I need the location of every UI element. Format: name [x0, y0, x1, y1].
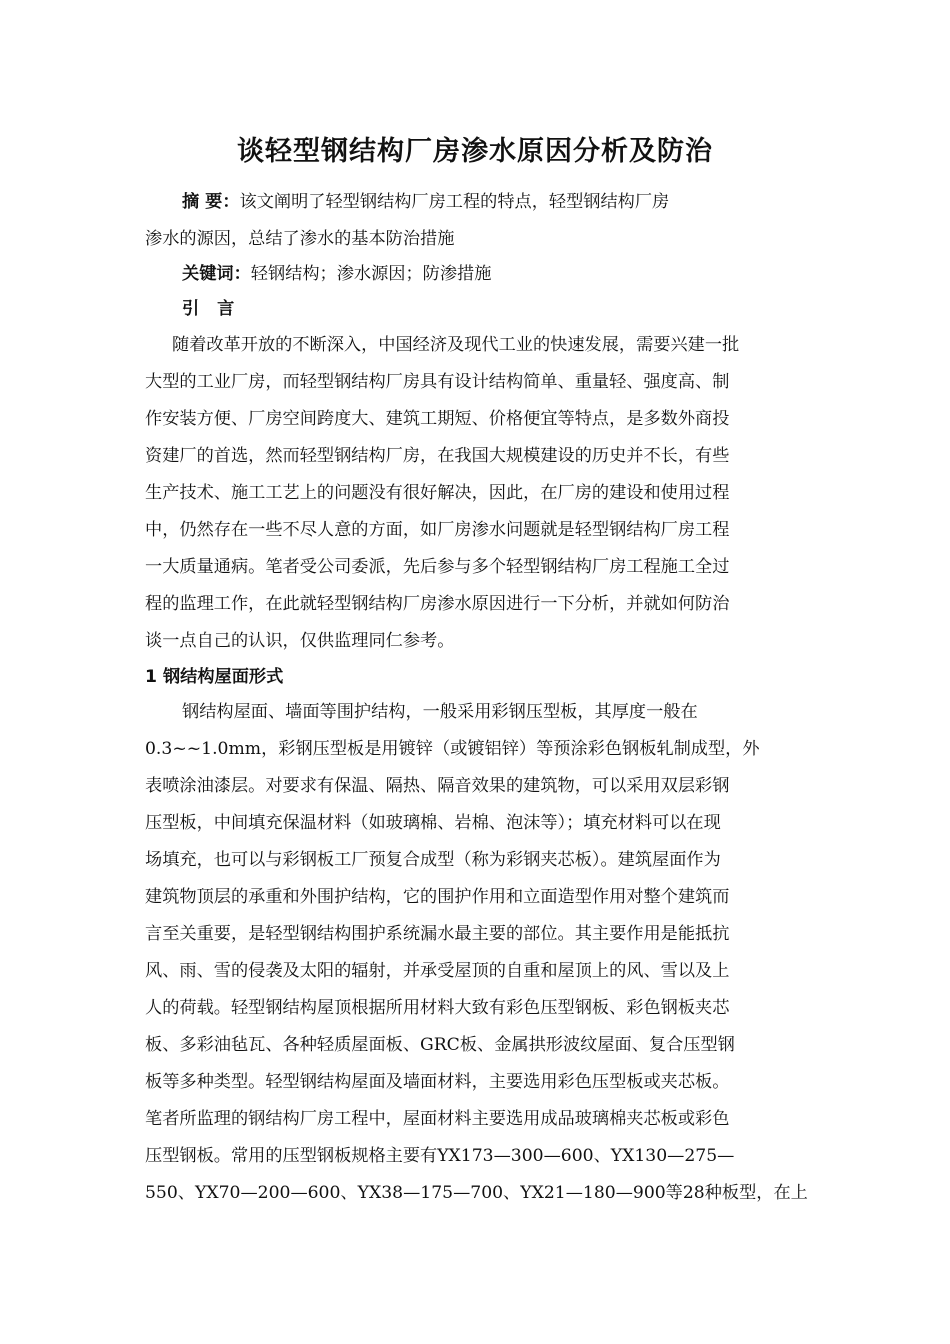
- section1-line-5: 场填充，也可以与彩钢板工厂预复合成型（称为彩钢夹芯板）。建筑屋面作为: [145, 850, 721, 870]
- abstract-line-2: 渗水的源因，总结了渗水的基本防治措施: [145, 229, 455, 249]
- intro-line-3: 作安装方便、厂房空间跨度大、建筑工期短、价格便宜等特点，是多数外商投: [145, 409, 730, 429]
- section1-line-1: 钢结构屋面、墙面等围护结构，一般采用彩钢压型板，其厚度一般在: [182, 702, 698, 722]
- section1-line-10: 板、多彩油毡瓦、各种轻质屋面板、GRC板、金属拱形波纹屋面、复合压型钢: [145, 1035, 735, 1055]
- intro-line-4: 资建厂的首选，然而轻型钢结构厂房，在我国大规模建设的历史并不长，有些: [145, 446, 730, 466]
- section1-line-11: 板等多种类型。轻型钢结构屋面及墙面材料，主要选用彩色压型板或夹芯板。: [145, 1072, 730, 1092]
- section1-line-12: 笔者所监理的钢结构厂房工程中，屋面材料主要选用成品玻璃棉夹芯板或彩色: [145, 1109, 730, 1129]
- section1-line-4: 压型板，中间填充保温材料（如玻璃棉、岩棉、泡沫等）；填充材料可以在现: [145, 813, 721, 833]
- intro-line-5: 生产技术、施工工艺上的问题没有很好解决，因此，在厂房的建设和使用过程: [145, 483, 730, 503]
- keywords-label: 关键词：: [182, 264, 251, 284]
- intro-line-8: 程的监理工作，在此就轻型钢结构厂房渗水原因进行一下分析，并就如何防治: [145, 594, 730, 614]
- intro-line-1: 随着改革开放的不断深入，中国经济及现代工业的快速发展，需要兴建一批: [172, 335, 740, 355]
- section1-line-14: 550、YX70—200—600、YX38—175—700、YX21—180—900等28种板型，在上: [145, 1183, 808, 1203]
- section1-line-9: 人的荷载。轻型钢结构屋顶根据所用材料大致有彩色压型钢板、彩色钢板夹芯: [145, 998, 730, 1018]
- intro-line-9: 谈一点自己的认识，仅供监理同仁参考。: [145, 631, 455, 651]
- keywords-line: [182, 262, 491, 286]
- section1-line-13: 压型钢板。常用的压型钢板规格主要有YX173—300—600、YX130—275—: [145, 1146, 735, 1166]
- intro-heading: 引 言: [182, 299, 241, 319]
- abstract-text-1: 该文阐明了轻型钢结构厂房工程的特点，轻型钢结构厂房: [239, 192, 670, 212]
- document-title: 谈轻型钢结构厂房渗水原因分析及防治: [237, 136, 713, 167]
- keywords-text: 轻钢结构；渗水源因；防渗措施: [250, 264, 492, 284]
- section1-heading: 1 钢结构屋面形式: [145, 667, 284, 687]
- section1-line-3: 表喷涂油漆层。对要求有保温、隔热、隔音效果的建筑物，可以采用双层彩钢: [145, 776, 730, 796]
- section1-line-6: 建筑物顶层的承重和外围护结构，它的围护作用和立面造型作用对整个建筑而: [145, 887, 730, 907]
- section1-line-2: 0.3~~1.0mm，彩钢压型板是用镀锌（或镀铝锌）等预涂彩色钢板轧制成型，外: [145, 739, 760, 759]
- abstract-label: 摘 要：: [182, 192, 240, 212]
- abstract-line-1: [182, 190, 669, 214]
- intro-line-7: 一大质量通病。笔者受公司委派，先后参与多个轻型钢结构厂房工程施工全过: [145, 557, 730, 577]
- intro-line-2: 大型的工业厂房，而轻型钢结构厂房具有设计结构简单、重量轻、强度高、制: [145, 372, 730, 392]
- section1-line-8: 风、雨、雪的侵袭及太阳的辐射，并承受屋顶的自重和屋顶上的风、雪以及上: [145, 961, 730, 981]
- section1-line-7: 言至关重要，是轻型钢结构围护系统漏水最主要的部位。其主要作用是能抵抗: [145, 924, 730, 944]
- intro-line-6: 中，仍然存在一些不尽人意的方面，如厂房渗水问题就是轻型钢结构厂房工程: [145, 520, 730, 540]
